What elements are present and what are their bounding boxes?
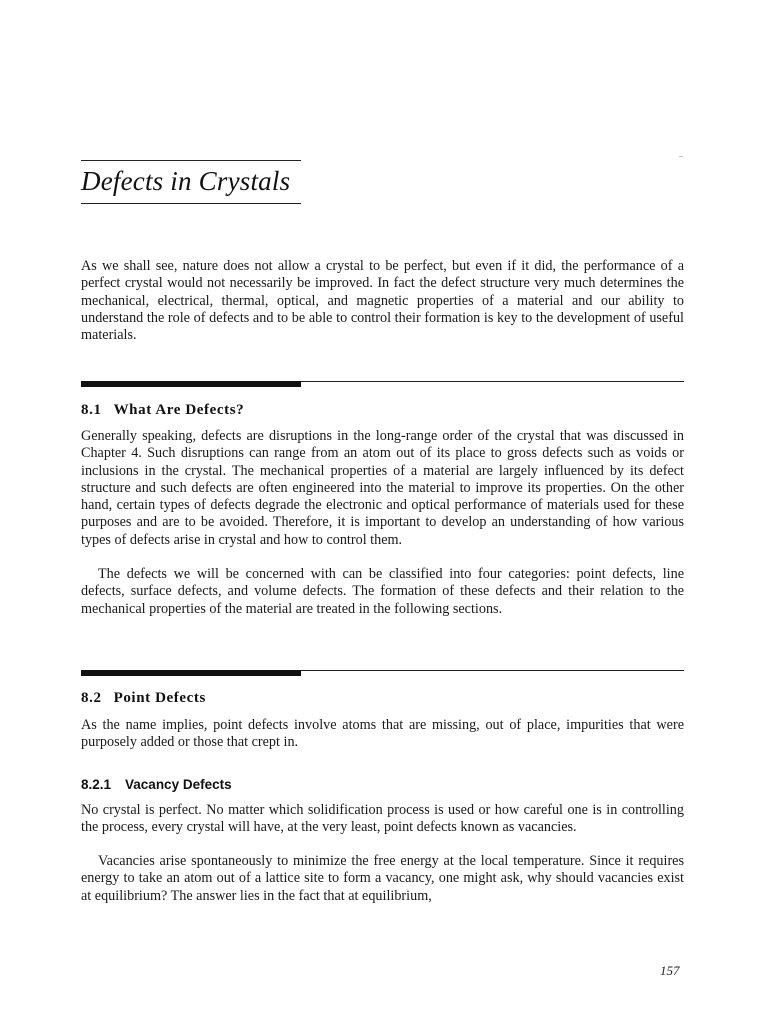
separator-thick-bar [81, 381, 301, 387]
subsection-8-2-1-paragraph-2: Vacancies arise spontaneously to minimize the free energy at the local temperature. Since it requires energy to take an atom out of a lattice site to form a vacancy, one might ask, why should vacancies exist at equilibrium? The answer lies in the fact that at equilibrium, [81, 853, 684, 904]
section-heading-8-1 [81, 402, 244, 419]
section-heading-8-2 [81, 690, 206, 707]
chapter-title-rule-top [81, 160, 301, 161]
chapter-intro-paragraph: As we shall see, nature does not allow a crystal to be perfect, but even if it did, the performance of a perfect crystal would not necessarily be improved. In fact the defect structure very much determines the mechanical, electrical, thermal, optical, and magnetic properties of a material and our ability to understand the role of defects and to be able to control their formation is key to the development of useful materials. [81, 258, 684, 344]
section-separator [81, 381, 684, 387]
section-8-2-paragraph-1: As the name implies, point defects involve atoms that are missing, out of place, impurities that were purposely added or those that crept in. [81, 717, 684, 751]
corner-mark: .. [679, 150, 683, 159]
chapter-title: Defects in Crystals [81, 166, 291, 196]
subsection-8-2-1-paragraph-1: No crystal is perfect. No matter which solidification process is used or how careful one is in controlling the process, every crystal will have, at the very least, point defects known as vacancies. [81, 802, 684, 836]
page-number: 157 [660, 963, 680, 978]
subsection-title: Vacancy Defects [125, 777, 232, 792]
section-number: 8.1 [81, 402, 102, 418]
section-title: What Are Defects? [113, 402, 245, 418]
subsection-number: 8.2.1 [81, 777, 112, 792]
section-8-1-paragraph-1: Generally speaking, defects are disruptions in the long-range order of the crystal that was discussed in Chapter 4. Such disruptions can range from an atom out of its place to gross defects such as voids or inclusions in the crystal. The mechanical properties of a material are largely influenced by its defect structure and such defects are often engineered into the material to improve its properties. On the other hand, certain types of defects degrade the electronic and optical performance of materials used for these purposes and are to be avoided. Therefore, it is important to develop an understanding of how various types of defects arise in crystal and how to control them. [81, 428, 684, 548]
section-title: Point Defects [113, 690, 206, 706]
chapter-title-rule-bottom [81, 203, 301, 204]
section-8-1-paragraph-2: The defects we will be concerned with can be classified into four categories: point defects, line defects, surface defects, and volume defects. The formation of these defects and their relation to the mechanical properties of the material are treated in the following sections. [81, 566, 684, 617]
subsection-heading-8-2-1 [81, 777, 232, 792]
section-separator [81, 670, 684, 676]
section-number: 8.2 [81, 690, 102, 706]
separator-thick-bar [81, 670, 301, 676]
